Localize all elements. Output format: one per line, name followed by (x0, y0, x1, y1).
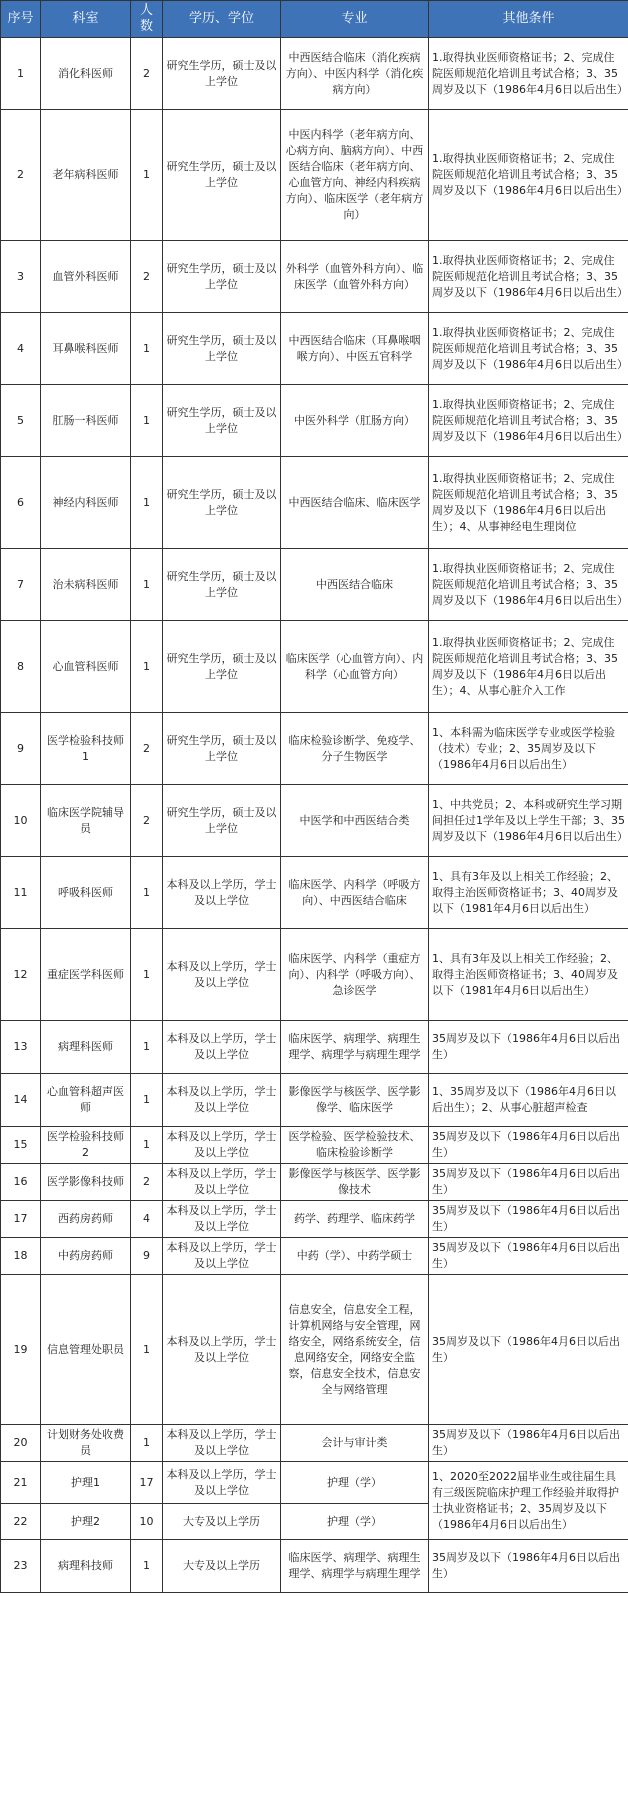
table-row (1, 1074, 628, 1127)
table-body (1, 38, 628, 1593)
cell-count: 1 (131, 1540, 163, 1593)
cell-major: 中药（学）、中药学硕士 (281, 1238, 429, 1275)
cell-major: 临床医学（心血管方向）、内科学（心血管方向） (281, 621, 429, 713)
cell-dept: 医学影像科技师 (41, 1164, 131, 1201)
cell-dept: 血管外科医师 (41, 241, 131, 313)
cell-count: 9 (131, 1238, 163, 1275)
cell-dept: 病理科技师 (41, 1540, 131, 1593)
cell-no: 16 (1, 1164, 41, 1201)
table-row (1, 929, 628, 1021)
cell-dept: 临床医学院辅导员 (41, 785, 131, 857)
cell-no: 4 (1, 313, 41, 385)
header-major: 专业 (281, 1, 429, 38)
cell-edu: 研究生学历，硕士及以上学位 (163, 785, 281, 857)
cell-dept: 心血管科医师 (41, 621, 131, 713)
cell-major: 医学检验、医学检验技术、临床检验诊断学 (281, 1127, 429, 1164)
header-other: 其他条件 (429, 1, 628, 38)
cell-count: 4 (131, 1201, 163, 1238)
cell-dept: 老年病科医师 (41, 110, 131, 241)
cell-other: 35周岁及以下（1986年4月6日以后出生） (429, 1275, 628, 1425)
cell-dept: 治未病科医师 (41, 549, 131, 621)
cell-dept: 耳鼻喉科医师 (41, 313, 131, 385)
cell-dept: 医学检验科技师1 (41, 713, 131, 785)
cell-count: 1 (131, 110, 163, 241)
cell-dept: 呼吸科医师 (41, 857, 131, 929)
cell-major: 中西医结合临床（消化疾病方向）、中医内科学（消化疾病方向） (281, 38, 429, 110)
table-row (1, 785, 628, 857)
cell-dept: 计划财务处收费员 (41, 1425, 131, 1462)
cell-other: 1、中共党员；2、本科或研究生学习期间担任过1学年及以上学生干部；3、35周岁及以下（1986年4月6日以后出生） (429, 785, 628, 857)
cell-edu: 大专及以上学历 (163, 1540, 281, 1593)
cell-count: 1 (131, 1127, 163, 1164)
cell-edu: 研究生学历，硕士及以上学位 (163, 457, 281, 549)
cell-count: 1 (131, 549, 163, 621)
table-row (1, 549, 628, 621)
table-row (1, 241, 628, 313)
cell-no: 14 (1, 1074, 41, 1127)
cell-major: 中西医结合临床、临床医学 (281, 457, 429, 549)
table-row (1, 1201, 628, 1238)
table-row (1, 38, 628, 110)
table-row (1, 1127, 628, 1164)
cell-no: 21 (1, 1462, 41, 1504)
cell-count: 2 (131, 713, 163, 785)
cell-other: 1.取得执业医师资格证书；2、完成住院医师规范化培训且考试合格；3、35周岁及以下（1986年4月6日以后出生） (429, 549, 628, 621)
cell-count: 1 (131, 313, 163, 385)
cell-major: 临床医学、内科学（呼吸方向）、中西医结合临床 (281, 857, 429, 929)
cell-other: 1、具有3年及以上相关工作经验；2、取得主治医师资格证书；3、40周岁及以下（1981年4月6日以后出生） (429, 929, 628, 1021)
table-row (1, 621, 628, 713)
cell-no: 1 (1, 38, 41, 110)
cell-count: 2 (131, 241, 163, 313)
cell-other: 35周岁及以下（1986年4月6日以后出生） (429, 1127, 628, 1164)
cell-no: 20 (1, 1425, 41, 1462)
cell-dept: 中药房药师 (41, 1238, 131, 1275)
cell-major: 临床医学、病理学、病理生理学、病理学与病理生理学 (281, 1540, 429, 1593)
cell-dept: 护理2 (41, 1504, 131, 1540)
cell-edu: 本科及以上学历，学士及以上学位 (163, 1201, 281, 1238)
table-row (1, 1021, 628, 1074)
table-row (1, 313, 628, 385)
table-row (1, 1462, 628, 1504)
cell-count: 1 (131, 457, 163, 549)
cell-major: 会计与审计类 (281, 1425, 429, 1462)
table-row (1, 385, 628, 457)
cell-other: 35周岁及以下（1986年4月6日以后出生） (429, 1425, 628, 1462)
table-row (1, 1238, 628, 1275)
cell-edu: 本科及以上学历，学士及以上学位 (163, 1275, 281, 1425)
cell-major: 中医学和中西医结合类 (281, 785, 429, 857)
cell-no: 13 (1, 1021, 41, 1074)
cell-count: 1 (131, 1425, 163, 1462)
cell-count: 1 (131, 857, 163, 929)
cell-no: 5 (1, 385, 41, 457)
cell-count: 2 (131, 785, 163, 857)
table-row (1, 713, 628, 785)
cell-other: 35周岁及以下（1986年4月6日以后出生） (429, 1021, 628, 1074)
table-row (1, 1540, 628, 1593)
header-no: 序号 (1, 1, 41, 38)
cell-major: 药学、药理学、临床药学 (281, 1201, 429, 1238)
cell-edu: 本科及以上学历，学士及以上学位 (163, 929, 281, 1021)
table-row (1, 457, 628, 549)
cell-edu: 研究生学历，硕士及以上学位 (163, 549, 281, 621)
cell-edu: 本科及以上学历，学士及以上学位 (163, 1164, 281, 1201)
cell-major: 中西医结合临床（耳鼻喉咽喉方向）、中医五官科学 (281, 313, 429, 385)
cell-major: 外科学（血管外科方向）、临床医学（血管外科方向） (281, 241, 429, 313)
header-dept: 科室 (41, 1, 131, 38)
cell-major: 临床医学、内科学（重症方向）、内科学（呼吸方向）、急诊医学 (281, 929, 429, 1021)
cell-other: 1.取得执业医师资格证书；2、完成住院医师规范化培训且考试合格；3、35周岁及以下（1986年4月6日以后出生）；4、从事心脏介入工作 (429, 621, 628, 713)
cell-count: 1 (131, 1275, 163, 1425)
cell-major: 影像医学与核医学、医学影像学、临床医学 (281, 1074, 429, 1127)
cell-major: 信息安全，信息安全工程，计算机网络与安全管理，网络安全，网络系统安全，信息网络安全，网络安全监察，信息安全技术，信息安全与网络管理 (281, 1275, 429, 1425)
cell-no: 17 (1, 1201, 41, 1238)
cell-edu: 研究生学历，硕士及以上学位 (163, 241, 281, 313)
cell-no: 7 (1, 549, 41, 621)
cell-major: 中医外科学（肛肠方向） (281, 385, 429, 457)
header-count: 人数 (131, 1, 163, 38)
cell-edu: 研究生学历，硕士及以上学位 (163, 621, 281, 713)
table-row (1, 857, 628, 929)
cell-edu: 本科及以上学历，学士及以上学位 (163, 1462, 281, 1504)
cell-major: 中医内科学（老年病方向、心病方向、脑病方向）、中西医结合临床（老年病方向、心血管方向、神经内科疾病方向）、临床医学（老年病方向） (281, 110, 429, 241)
cell-no: 11 (1, 857, 41, 929)
table-row (1, 1425, 628, 1462)
cell-count: 1 (131, 1021, 163, 1074)
header-edu: 学历、学位 (163, 1, 281, 38)
cell-other: 1.取得执业医师资格证书；2、完成住院医师规范化培训且考试合格；3、35周岁及以下（1986年4月6日以后出生） (429, 110, 628, 241)
table-row (1, 1275, 628, 1425)
cell-other: 35周岁及以下（1986年4月6日以后出生） (429, 1238, 628, 1275)
cell-count: 1 (131, 929, 163, 1021)
cell-edu: 本科及以上学历，学士及以上学位 (163, 1238, 281, 1275)
cell-no: 3 (1, 241, 41, 313)
cell-other: 1.取得执业医师资格证书；2、完成住院医师规范化培训且考试合格；3、35周岁及以下（1986年4月6日以后出生） (429, 313, 628, 385)
cell-other: 1、35周岁及以下（1986年4月6日以后出生）；2、从事心脏超声检查 (429, 1074, 628, 1127)
cell-count: 2 (131, 1164, 163, 1201)
cell-other: 35周岁及以下（1986年4月6日以后出生） (429, 1201, 628, 1238)
cell-major: 护理（学） (281, 1504, 429, 1540)
cell-major: 中西医结合临床 (281, 549, 429, 621)
cell-other: 1、本科需为临床医学专业或医学检验（技术）专业；2、35周岁及以下（1986年4月6日以后出生） (429, 713, 628, 785)
cell-count: 1 (131, 1074, 163, 1127)
cell-edu: 本科及以上学历，学士及以上学位 (163, 1074, 281, 1127)
cell-no: 19 (1, 1275, 41, 1425)
cell-dept: 重症医学科医师 (41, 929, 131, 1021)
cell-major: 影像医学与核医学、医学影像技术 (281, 1164, 429, 1201)
cell-edu: 本科及以上学历，学士及以上学位 (163, 857, 281, 929)
cell-dept: 消化科医师 (41, 38, 131, 110)
cell-edu: 大专及以上学历 (163, 1504, 281, 1540)
cell-dept: 护理1 (41, 1462, 131, 1504)
cell-no: 10 (1, 785, 41, 857)
table-row (1, 110, 628, 241)
cell-no: 6 (1, 457, 41, 549)
cell-major: 护理（学） (281, 1462, 429, 1504)
cell-edu: 研究生学历，硕士及以上学位 (163, 110, 281, 241)
cell-other: 35周岁及以下（1986年4月6日以后出生） (429, 1540, 628, 1593)
table-row (1, 1164, 628, 1201)
cell-dept: 医学检验科技师2 (41, 1127, 131, 1164)
cell-other: 1、具有3年及以上相关工作经验；2、取得主治医师资格证书；3、40周岁及以下（1981年4月6日以后出生） (429, 857, 628, 929)
cell-no: 15 (1, 1127, 41, 1164)
cell-count: 2 (131, 38, 163, 110)
cell-edu: 本科及以上学历，学士及以上学位 (163, 1425, 281, 1462)
cell-edu: 研究生学历，硕士及以上学位 (163, 38, 281, 110)
cell-major: 临床检验诊断学、免疫学、分子生物医学 (281, 713, 429, 785)
cell-count: 10 (131, 1504, 163, 1540)
cell-dept: 肛肠一科医师 (41, 385, 131, 457)
cell-no: 18 (1, 1238, 41, 1275)
cell-dept: 心血管科超声医师 (41, 1074, 131, 1127)
cell-other: 1.取得执业医师资格证书；2、完成住院医师规范化培训且考试合格；3、35周岁及以下（1986年4月6日以后出生） (429, 38, 628, 110)
cell-count: 17 (131, 1462, 163, 1504)
cell-major: 临床医学、病理学、病理生理学、病理学与病理生理学 (281, 1021, 429, 1074)
cell-edu: 研究生学历，硕士及以上学位 (163, 713, 281, 785)
cell-dept: 神经内科医师 (41, 457, 131, 549)
cell-no: 8 (1, 621, 41, 713)
cell-other: 1.取得执业医师资格证书；2、完成住院医师规范化培训且考试合格；3、35周岁及以下（1986年4月6日以后出生）；4、从事神经电生理岗位 (429, 457, 628, 549)
cell-no: 9 (1, 713, 41, 785)
cell-no: 12 (1, 929, 41, 1021)
cell-count: 1 (131, 385, 163, 457)
cell-edu: 研究生学历，硕士及以上学位 (163, 385, 281, 457)
cell-other: 35周岁及以下（1986年4月6日以后出生） (429, 1164, 628, 1201)
cell-dept: 西药房药师 (41, 1201, 131, 1238)
cell-no: 2 (1, 110, 41, 241)
cell-no: 23 (1, 1540, 41, 1593)
cell-dept: 病理科医师 (41, 1021, 131, 1074)
cell-edu: 本科及以上学历，学士及以上学位 (163, 1127, 281, 1164)
cell-no: 22 (1, 1504, 41, 1540)
cell-dept: 信息管理处职员 (41, 1275, 131, 1425)
cell-edu: 研究生学历，硕士及以上学位 (163, 313, 281, 385)
header-row (1, 1, 628, 38)
cell-edu: 本科及以上学历，学士及以上学位 (163, 1021, 281, 1074)
cell-other: 1、2020至2022届毕业生或往届生具有三级医院临床护理工作经验并取得护士执业资格证书；2、35周岁及以下（1986年4月6日以后出生） (429, 1462, 628, 1540)
cell-other: 1.取得执业医师资格证书；2、完成住院医师规范化培训且考试合格；3、35周岁及以下（1986年4月6日以后出生） (429, 241, 628, 313)
cell-count: 1 (131, 621, 163, 713)
cell-other: 1.取得执业医师资格证书；2、完成住院医师规范化培训且考试合格；3、35周岁及以下（1986年4月6日以后出生） (429, 385, 628, 457)
